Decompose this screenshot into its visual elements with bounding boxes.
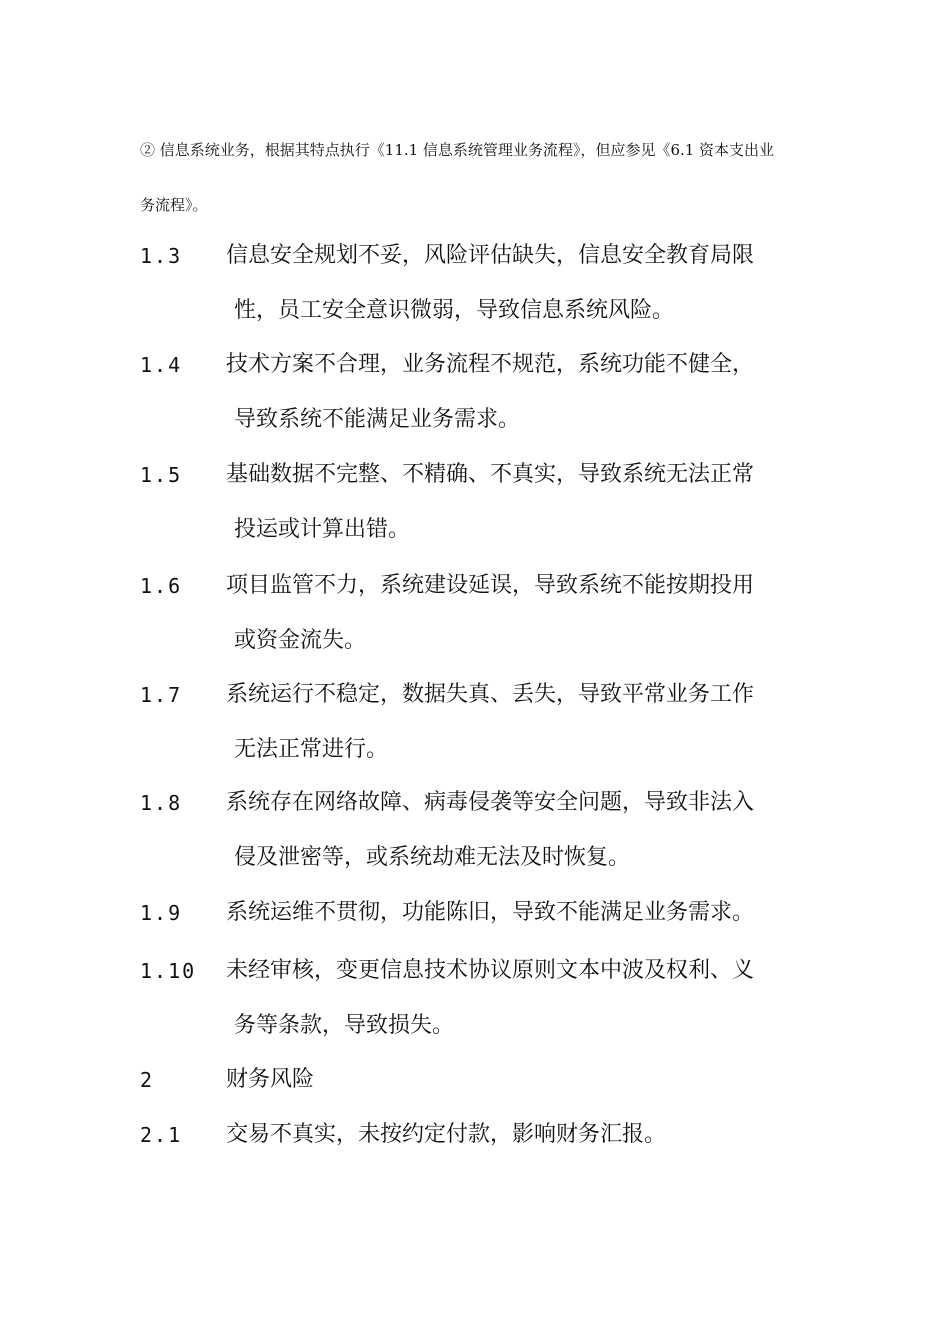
item-text-line: 导致系统不能满足业务需求。 [234, 407, 521, 432]
item-text-line: 技术方案不合理，业务流程不规范，系统功能不健全， [226, 352, 755, 377]
item-text [226, 899, 822, 927]
item-text-line: 性，员工安全意识微弱，导致信息系统风险。 [234, 298, 675, 323]
item-text-line: 系统运维不贯彻，功能陈旧，导致不能满足业务需求。 [226, 900, 755, 925]
item-text-line: 侵及泄密等，或系统劫难无法及时恢复。 [234, 845, 631, 870]
intro-text-line-1: ② 信息系统业务，根据其特点执行《11.1 信息系统管理业务流程》，但应参见《6.1 资本支出业 [140, 141, 775, 159]
item-number: 1.8 [140, 791, 183, 815]
item-number: 1.4 [140, 353, 183, 377]
item-text [226, 1066, 822, 1094]
item-text [226, 789, 822, 872]
item-number: 2.1 [140, 1123, 183, 1147]
item-text-line: 交易不真实，未按约定付款，影响财务汇报。 [226, 1122, 667, 1147]
item-number: 1.7 [140, 683, 183, 707]
item-text [226, 572, 822, 655]
item-text-line: 无法正常进行。 [234, 737, 389, 762]
item-text-line: 或资金流失。 [234, 628, 367, 653]
item-number: 1.9 [140, 901, 183, 925]
item-text [226, 681, 822, 764]
item-text-line: 信息安全规划不妥，风险评估缺失，信息安全教育局限 [226, 243, 755, 268]
item-text-line: 投运或计算出错。 [234, 517, 411, 542]
item-text-line: 系统存在网络故障、病毒侵袭等安全问题，导致非法入 [226, 790, 755, 815]
item-text-line: 未经审核，变更信息技术协议原则文本中波及权利、义 [226, 958, 755, 983]
item-text-line: 务等条款，导致损失。 [234, 1013, 455, 1038]
item-number: 1.3 [140, 244, 183, 268]
item-number: 1.5 [140, 463, 183, 487]
item-text [226, 957, 822, 1040]
intro-text-line-2: 务流程》。 [140, 196, 208, 214]
item-text [226, 242, 822, 325]
item-text-line: 系统运行不稳定，数据失真、丢失，导致平常业务工作 [226, 682, 755, 707]
item-text-line: 财务风险 [226, 1067, 315, 1092]
item-number: 1.6 [140, 574, 183, 598]
item-number: 2 [140, 1068, 155, 1092]
item-number: 1.10 [140, 959, 197, 983]
item-text-line: 项目监管不力，系统建设延误，导致系统不能按期投用 [226, 573, 755, 598]
item-text [226, 1121, 822, 1149]
item-text-line: 基础数据不完整、不精确、不真实，导致系统无法正常 [226, 462, 755, 487]
item-text [226, 461, 822, 544]
item-text [226, 351, 822, 434]
